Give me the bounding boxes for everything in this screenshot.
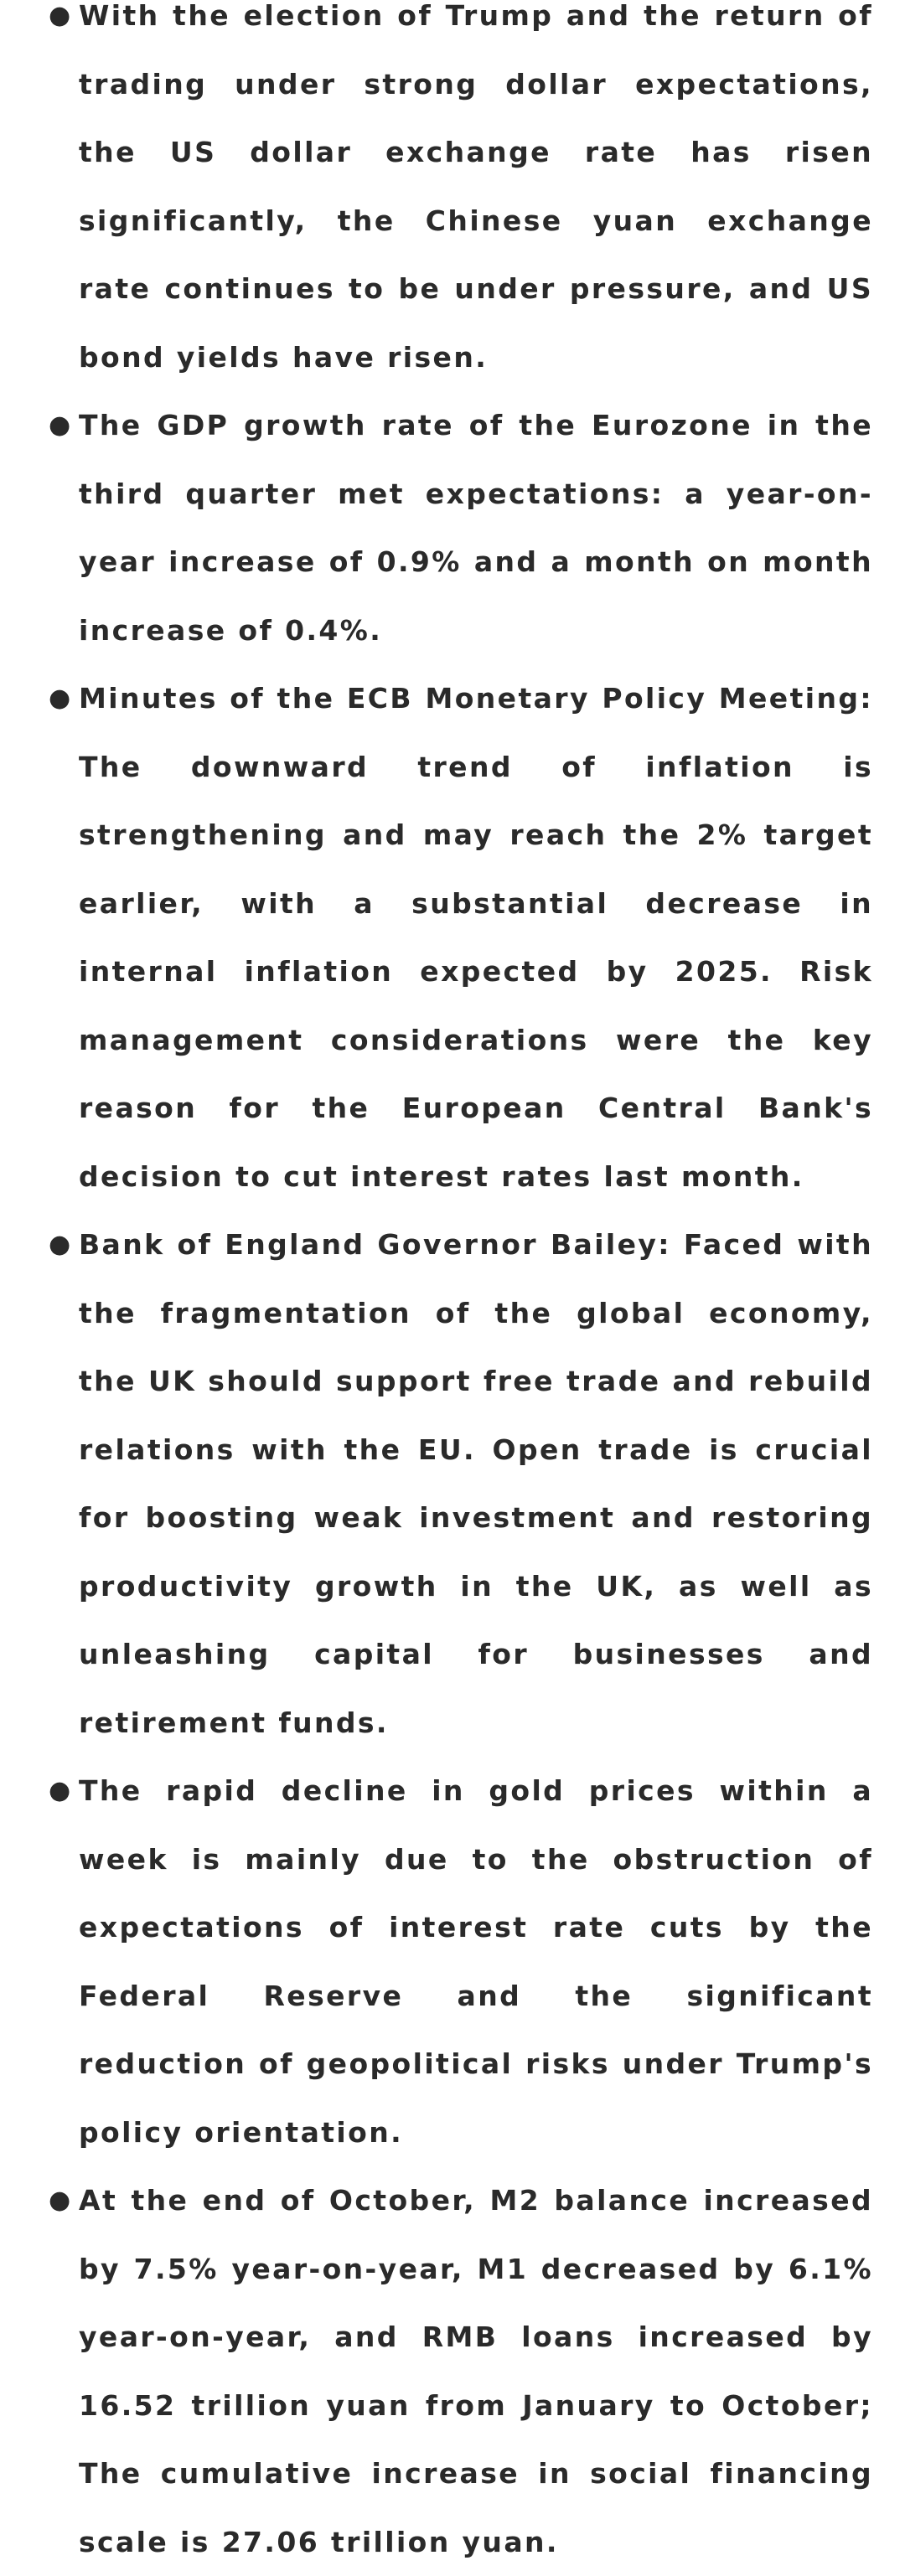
bullet-icon: ● (49, 1230, 73, 1259)
news-item-gold-prices (44, 1757, 873, 2166)
news-item-text: The rapid decline in gold prices within a week is mainly due to the obstruction of expectations of interest rate cuts by the Federal Reserve and the significant reduction of geopolitical risks under Trump's policy orientation. (79, 1774, 873, 2149)
news-item-text: At the end of October, M2 balance increased by 7.5% year-on-year, M1 decreased by 6.1% year-on-year, and RMB loans increased by 16.52 trillion yuan from January to October; The cumulative increase in social financing scale is 27.06 trillion yuan. (79, 2184, 873, 2558)
news-item-trump-dollar (44, 0, 873, 391)
bullet-icon: ● (49, 1776, 73, 1805)
news-item-eurozone-gdp (44, 391, 873, 664)
news-item-m2-balance (44, 2166, 873, 2576)
news-item-text: Minutes of the ECB Monetary Policy Meeting: The downward trend of inflation is strengthening and may reach the 2% target earlier, with a substantial decrease in internal inflation expected by 2025. Risk management considerations were the key reason for the European Central Bank's decision to cut interest rates last month. (79, 682, 873, 1193)
bullet-icon: ● (49, 2186, 73, 2215)
news-item-text: The GDP growth rate of the Eurozone in the third quarter met expectations: a year-on-year increase of 0.9% and a month on month increase of 0.4%. (79, 409, 873, 647)
news-item-ecb-minutes (44, 664, 873, 1211)
news-item-text: With the election of Trump and the return of trading under strong dollar expectations, the US dollar exchange rate has risen significantly, the Chinese yuan exchange rate continues to be under pressure, and US bond yields have risen. (79, 0, 873, 374)
news-item-text: Bank of England Governor Bailey: Faced with the fragmentation of the global economy, the UK should support free trade and rebuild relations with the EU. Open trade is crucial for boosting weak investment and restoring productivity growth in the UK, as well as unleashing capital for businesses and retirement funds. (79, 1228, 873, 1739)
bullet-icon: ● (49, 684, 73, 713)
news-item-boe-bailey (44, 1211, 873, 1757)
bullet-icon: ● (49, 410, 73, 440)
bullet-icon: ● (49, 1, 73, 30)
news-bullet-list (44, 0, 873, 2576)
